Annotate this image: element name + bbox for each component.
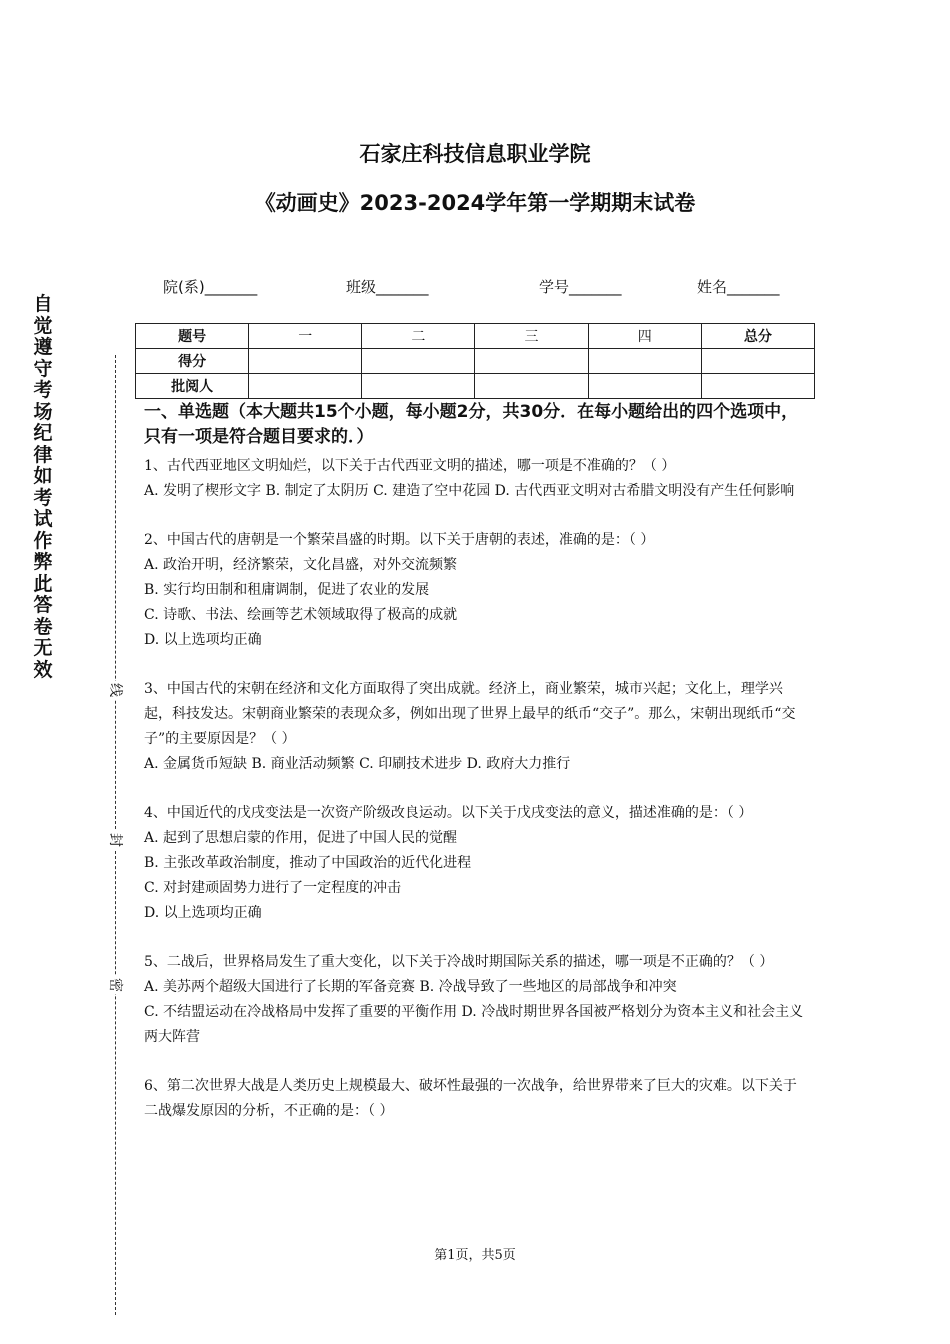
school-name: 石家庄科技信息职业学院	[359, 142, 591, 166]
score-header-cell: 一	[249, 324, 362, 349]
seal-mark-feng: 封	[107, 833, 123, 847]
page-footer: 第1页，共5页	[434, 1248, 516, 1263]
reviewer-row-label: 批阅人	[136, 374, 249, 399]
reviewer-cell	[588, 374, 701, 399]
question-option: A. 起到了思想启蒙的作用，促进了中国人民的觉醒	[144, 830, 458, 846]
question-stem: 1、古代西亚地区文明灿烂，以下关于古代西亚文明的描述，哪一项是不准确的？（ ）	[144, 458, 676, 474]
reviewer-cell	[249, 374, 362, 399]
score-table	[135, 323, 815, 399]
question-option: A. 政治开明，经济繁荣，文化昌盛，对外交流频繁	[144, 557, 458, 573]
reviewer-cell	[362, 374, 475, 399]
score-header-cell: 总分	[701, 324, 814, 349]
exam-title: 《动画史》2023-2024学年第一学期期末试卷	[254, 191, 696, 215]
reviewer-cell	[475, 374, 588, 399]
question-6	[144, 1074, 808, 1124]
question-3	[144, 677, 808, 777]
score-cell	[588, 349, 701, 374]
question-option: A. 发明了楔形文字 B. 制定了太阴历 C. 建造了空中花园 D. 古代西亚文明对古希腊文明没有产生任何影响	[144, 483, 795, 499]
score-header-cell: 二	[362, 324, 475, 349]
score-row-label: 得分	[136, 349, 249, 374]
question-option: D. 以上选项均正确	[144, 632, 262, 648]
question-option: B. 主张改革政治制度，推动了中国政治的近代化进程	[144, 855, 472, 871]
score-row	[136, 349, 815, 374]
name-field: 姓名_______	[697, 278, 780, 296]
seal-mark-xian: 线	[107, 683, 123, 697]
department-field: 院(系)_______	[163, 278, 258, 296]
question-option: C. 对封建顽固势力进行了一定程度的冲击	[144, 880, 402, 896]
seal-mark-mi: 密	[107, 978, 123, 992]
question-option: A. 金属货币短缺 B. 商业活动频繁 C. 印刷技术进步 D. 政府大力推行	[144, 756, 571, 772]
binding-notice: 自觉遵守考场纪律如考试作弊此答卷无效	[33, 293, 53, 681]
class-field: 班级_______	[346, 278, 429, 296]
question-option: B. 实行均田制和租庸调制，促进了农业的发展	[144, 582, 430, 598]
question-option: C. 不结盟运动在冷战格局中发挥了重要的平衡作用 D. 冷战时期世界各国被严格划分为资本主义和社会主义两大阵营	[144, 1004, 804, 1045]
score-header-cell: 题号	[136, 324, 249, 349]
question-stem: 2、中国古代的唐朝是一个繁荣昌盛的时期。以下关于唐朝的表述，准确的是：（ ）	[144, 532, 655, 548]
score-cell	[701, 349, 814, 374]
question-stem: 6、第二次世界大战是人类历史上规模最大、破坏性最强的一次战争，给世界带来了巨大的灾难。以下关于二战爆发原因的分析，不正确的是：（ ）	[144, 1078, 797, 1119]
question-2	[144, 528, 808, 653]
question-option: D. 以上选项均正确	[144, 905, 262, 921]
question-option: C. 诗歌、书法、绘画等艺术领域取得了极高的成就	[144, 607, 458, 623]
section-heading: 一、单选题（本大题共15个小题，每小题2分，共30分．在每小题给出的四个选项中，只有一项是符合题目要求的．）	[144, 402, 799, 447]
reviewer-cell	[701, 374, 814, 399]
question-option: A. 美苏两个超级大国进行了长期的军备竞赛 B. 冷战导致了一些地区的局部战争和冲突	[144, 979, 677, 995]
question-stem: 3、中国古代的宋朝在经济和文化方面取得了突出成就。经济上，商业繁荣，城市兴起；文化上，理学兴起，科技发达。宋朝商业繁荣的表现众多，例如出现了世界上最早的纸币“交子”。那么，宋朝出现纸币“交子”的主要原因是？（ ）	[144, 681, 796, 747]
score-table-header-row	[136, 324, 815, 349]
score-cell	[362, 349, 475, 374]
score-header-cell: 三	[475, 324, 588, 349]
student-id-field: 学号_______	[539, 278, 622, 296]
reviewer-row	[136, 374, 815, 399]
question-stem: 4、中国近代的戊戌变法是一次资产阶级改良运动。以下关于戊戌变法的意义，描述准确的是：（ ）	[144, 805, 753, 821]
score-cell	[249, 349, 362, 374]
question-stem: 5、二战后，世界格局发生了重大变化，以下关于冷战时期国际关系的描述，哪一项是不正确的？（ ）	[144, 954, 774, 970]
question-4	[144, 801, 808, 926]
question-1	[144, 454, 808, 504]
exam-content	[144, 400, 808, 1148]
score-header-cell: 四	[588, 324, 701, 349]
question-5	[144, 950, 808, 1050]
score-cell	[475, 349, 588, 374]
